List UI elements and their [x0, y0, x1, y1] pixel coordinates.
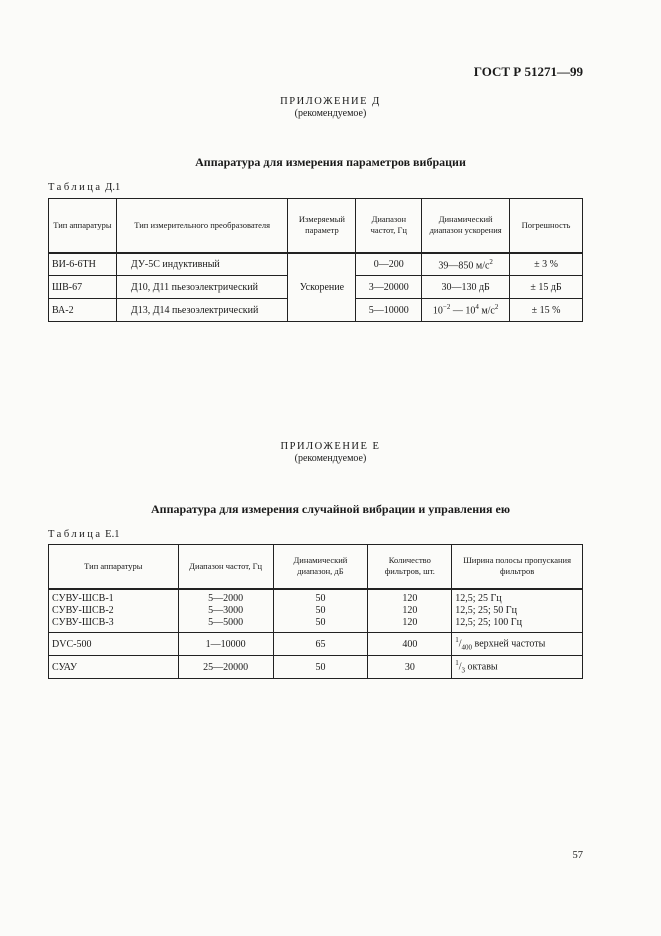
appendix-d-subtitle: (рекомендуемое)	[294, 108, 367, 119]
table-e1-label	[48, 529, 119, 540]
table-word: Таблица	[48, 529, 103, 540]
cell-type: СУАУ	[49, 656, 179, 679]
cell-range: 65	[273, 633, 368, 656]
col-header: Динамический диапазон, дБ	[273, 545, 368, 589]
cell-sensor: Д10, Д11 пьезоэлектрический	[116, 276, 288, 299]
cell-type: ШВ-67	[49, 276, 117, 299]
cell-width-group: 12,5; 25 Гц 12,5; 25; 50 Гц 12,5; 25; 100 Гц	[452, 589, 583, 633]
col-header: Диапазон частот, Гц	[178, 545, 273, 589]
cell-error: ± 15 дБ	[510, 276, 583, 299]
col-header: Тип измерительного преобразователя	[116, 199, 288, 253]
appendix-d-title: ПРИЛОЖЕНИЕ Д	[280, 96, 381, 107]
table-row-group	[49, 589, 583, 633]
cell-range: $10^{-2}$ — $10^4$ $м/с^2$	[422, 299, 510, 322]
cell-sensor: ДУ-5С индуктивный	[116, 253, 288, 276]
cell-sensor: Д13, Д14 пьезоэлектрический	[116, 299, 288, 322]
cell-type: ВА-2	[49, 299, 117, 322]
table-header-row	[49, 199, 583, 253]
appendix-e-title: ПРИЛОЖЕНИЕ Е	[280, 441, 381, 452]
cell-freq: 1—10000	[178, 633, 273, 656]
col-header: Тип аппаратуры	[49, 545, 179, 589]
cell-error: ± 3 %	[510, 253, 583, 276]
cell-parameter: Ускорение	[288, 253, 356, 322]
cell-freq: 3—20000	[356, 276, 422, 299]
col-header: Динамический диапазон ускорения	[422, 199, 510, 253]
cell-type: ВИ-6-6ТН	[49, 253, 117, 276]
cell-filters: 30	[368, 656, 452, 679]
cell-range: 30—130 дБ	[422, 276, 510, 299]
cell-range-group: 50 50 50	[273, 589, 368, 633]
table-e1	[48, 544, 583, 679]
table-row	[49, 633, 583, 656]
table-row	[49, 656, 583, 679]
page-number: 57	[572, 850, 583, 861]
cell-filters-group: 120 120 120	[368, 589, 452, 633]
table-row	[49, 253, 583, 276]
cell-freq-group: 5—2000 5—3000 5—5000	[178, 589, 273, 633]
cell-freq: 5—10000	[356, 299, 422, 322]
col-header: Погрешность	[510, 199, 583, 253]
table-number: Е.1	[105, 529, 120, 540]
appendix-e-subtitle: (рекомендуемое)	[294, 453, 367, 464]
cell-freq: 0—200	[356, 253, 422, 276]
appendix-e-heading: Аппаратура для измерения случайной вибрации и управления ею	[150, 502, 511, 516]
cell-filters: 400	[368, 633, 452, 656]
cell-width: $^1/_{400}$ верхней частоты	[452, 633, 583, 656]
table-d1	[48, 198, 583, 322]
col-header: Ширина полосы пропускания фильтров	[452, 545, 583, 589]
cell-freq: 25—20000	[178, 656, 273, 679]
document-standard-code: ГОСТ Р 51271—99	[473, 64, 583, 79]
table-word: Таблица	[48, 182, 103, 193]
table-number: Д.1	[105, 182, 121, 193]
cell-width: $^1/_3$ октавы	[452, 656, 583, 679]
col-header: Диапазон частот, Гц	[356, 199, 422, 253]
col-header: Измеряемый параметр	[288, 199, 356, 253]
cell-type-group: СУВУ-ШСВ-1 СУВУ-ШСВ-2 СУВУ-ШСВ-3	[49, 589, 179, 633]
cell-range: 39—850 $м/с^2$	[422, 253, 510, 276]
table-d1-label	[48, 182, 120, 193]
col-header: Количество фильтров, шт.	[368, 545, 452, 589]
appendix-d-heading: Аппаратура для измерения параметров вибрации	[195, 155, 466, 169]
cell-error: ± 15 %	[510, 299, 583, 322]
cell-type: DVC-500	[49, 633, 179, 656]
col-header: Тип аппаратуры	[49, 199, 117, 253]
cell-range: 50	[273, 656, 368, 679]
table-header-row	[49, 545, 583, 589]
